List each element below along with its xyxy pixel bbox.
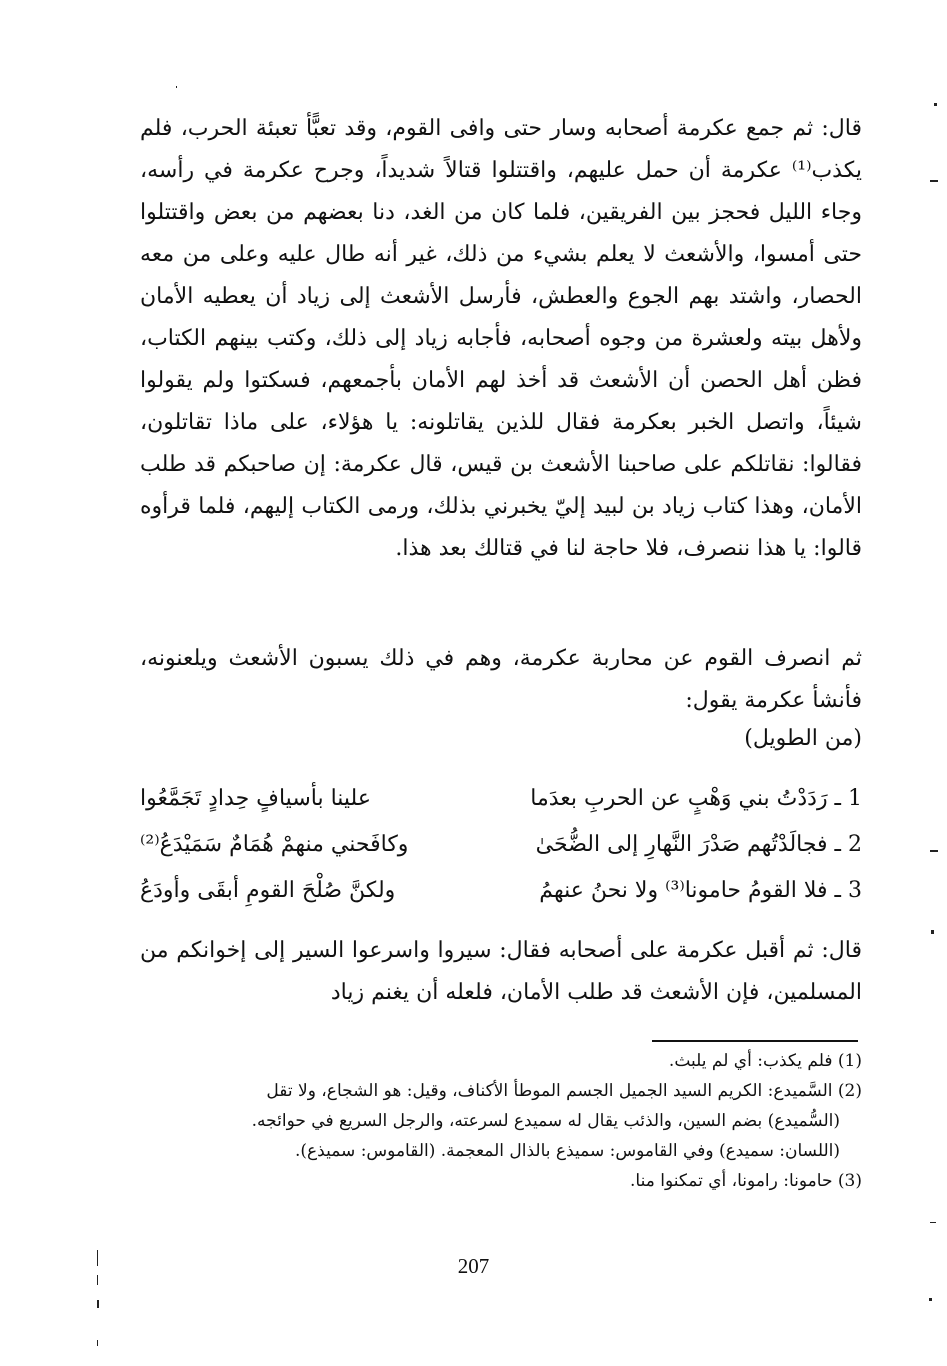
footnote-3: (3) حامونا: رامونا، أي تمكنوا منا. bbox=[630, 1171, 862, 1191]
scan-mark bbox=[97, 1275, 98, 1285]
scan-mark bbox=[929, 1298, 932, 1301]
verse-second-hemistich: علينا بأسيافٍ حِدادٍ تَجَمَّعُوا bbox=[140, 786, 371, 811]
paragraph-2-text: ثم انصرف القوم عن محاربة عكرمة، وهم في ذلك يسبون الأشعث ويلعنونه، فأنشأ عكرمة يقول: bbox=[140, 646, 862, 713]
page-number: 207 bbox=[457, 1254, 490, 1278]
poem-verse bbox=[140, 832, 862, 874]
footnote-1: (1) فلم يكذب: أي لم يلبث. bbox=[668, 1051, 862, 1071]
scan-mark bbox=[931, 930, 934, 934]
paragraph-1-text: قال: ثم جمع عكرمة أصحابه وسار حتى وافى القوم، وقد تعبًّأ تعبئة الحرب، فلم يكذب⁽¹⁾ عكرمة أن حمل عليهم، واقتتلوا قتالاً شديداً، وجرح عكرمة في رأسه، وجاء الليل فحجز بين الفريقين، فلما كان من الغد، دنا بعضهم من بعض واقتتلوا حتى أمسوا، والأشعث لا يعلم بشيء من ذلك، غير أنه طال عليه وعلى من معه الحصار، واشتد بهم الجوع والعطش، فأرسل الأشعث إلى زياد أن يعطيه الأمان ولأهل بيته ولعشرة من وجوه أصحابه، فأجابه زياد إلى ذلك، وكتب بينهم الكتاب، فظن أهل الحصن أن الأشعث قد أخذ لهم الأمان بأجمعهم، فسكتوا ولم يقولوا شيئاً، واتصل الخبر بعكرمة فقال للذين يقاتلونه: يا هؤلاء، على ماذا تقاتلون، فقالوا: نقاتلكم على صاحبنا الأشعث بن قيس، قال عكرمة: إن صاحبكم قد طلب الأمان، وهذا كتاب زياد بن لبيد إليّ يخبرني بذلك، ورمى الكتاب إليهم، فلما قرأوه قالوا: يا هذا ننصرف، فلا حاجة لنا في قتالك بعد هذا. bbox=[140, 116, 862, 561]
footnote-2-line-3: (اللسان: سميدع) وفي القاموس: سميذع بالذال المعجمة. (القاموس: سميذع). bbox=[294, 1141, 840, 1161]
footnotes bbox=[140, 1046, 862, 1196]
paragraph-3 bbox=[140, 930, 862, 1014]
verse-second-hemistich: ولكنَّ صُلْحَ القومِ أبقَى وأودَعُ bbox=[140, 878, 396, 903]
footnote-separator bbox=[652, 1040, 858, 1042]
scan-mark bbox=[97, 1250, 98, 1266]
scan-mark bbox=[930, 180, 938, 182]
footnote-2-line-2: (السُّميدع) بضم السين، والذئب يقال له سميدع لسرعته، والرجل السريع في حوائجه. bbox=[251, 1111, 840, 1131]
poem-verse bbox=[140, 878, 862, 920]
scan-mark bbox=[97, 1300, 99, 1308]
paragraph-2 bbox=[140, 638, 862, 722]
verse-first-hemistich: 3 ـ فلا القومُ حامونا⁽³⁾ ولا نحنُ عنهمُ bbox=[539, 878, 862, 903]
scan-mark bbox=[97, 1340, 98, 1346]
verse-second-hemistich: وكافَحني منهمْ هُمَامٌ سَمَيْدَعُ⁽²⁾ bbox=[140, 832, 409, 857]
paragraph-3-text: قال: ثم أقبل عكرمة على أصحابه فقال: سيروا واسرعوا السير إلى إخوانكم من المسلمين، فإن الأشعث قد طلب الأمان، فلعله أن يغنم زياد bbox=[140, 938, 862, 1005]
scan-mark bbox=[934, 103, 937, 106]
scan-mark bbox=[930, 1222, 936, 1223]
poem-meter-label: (من الطويل) bbox=[744, 726, 862, 751]
scan-mark bbox=[176, 86, 177, 88]
verse-first-hemistich: 2 ـ فجالَدْتُهم صَدْرَ النَّهارِ إلى الضُّحَىٰ bbox=[535, 832, 862, 857]
footnote-2-line-1: (2) السَّميدع: الكريم السيد الجميل الجسم الموطأ الأكناف، وقيل: هو الشجاع، ولا تقل bbox=[266, 1081, 862, 1101]
verse-first-hemistich: 1 ـ رَدَدْتُ بني وَهْبٍ عن الحربِ بعدَما bbox=[530, 786, 862, 811]
scan-mark bbox=[930, 850, 938, 852]
poem-verse bbox=[140, 786, 862, 828]
paragraph-1 bbox=[140, 108, 862, 570]
